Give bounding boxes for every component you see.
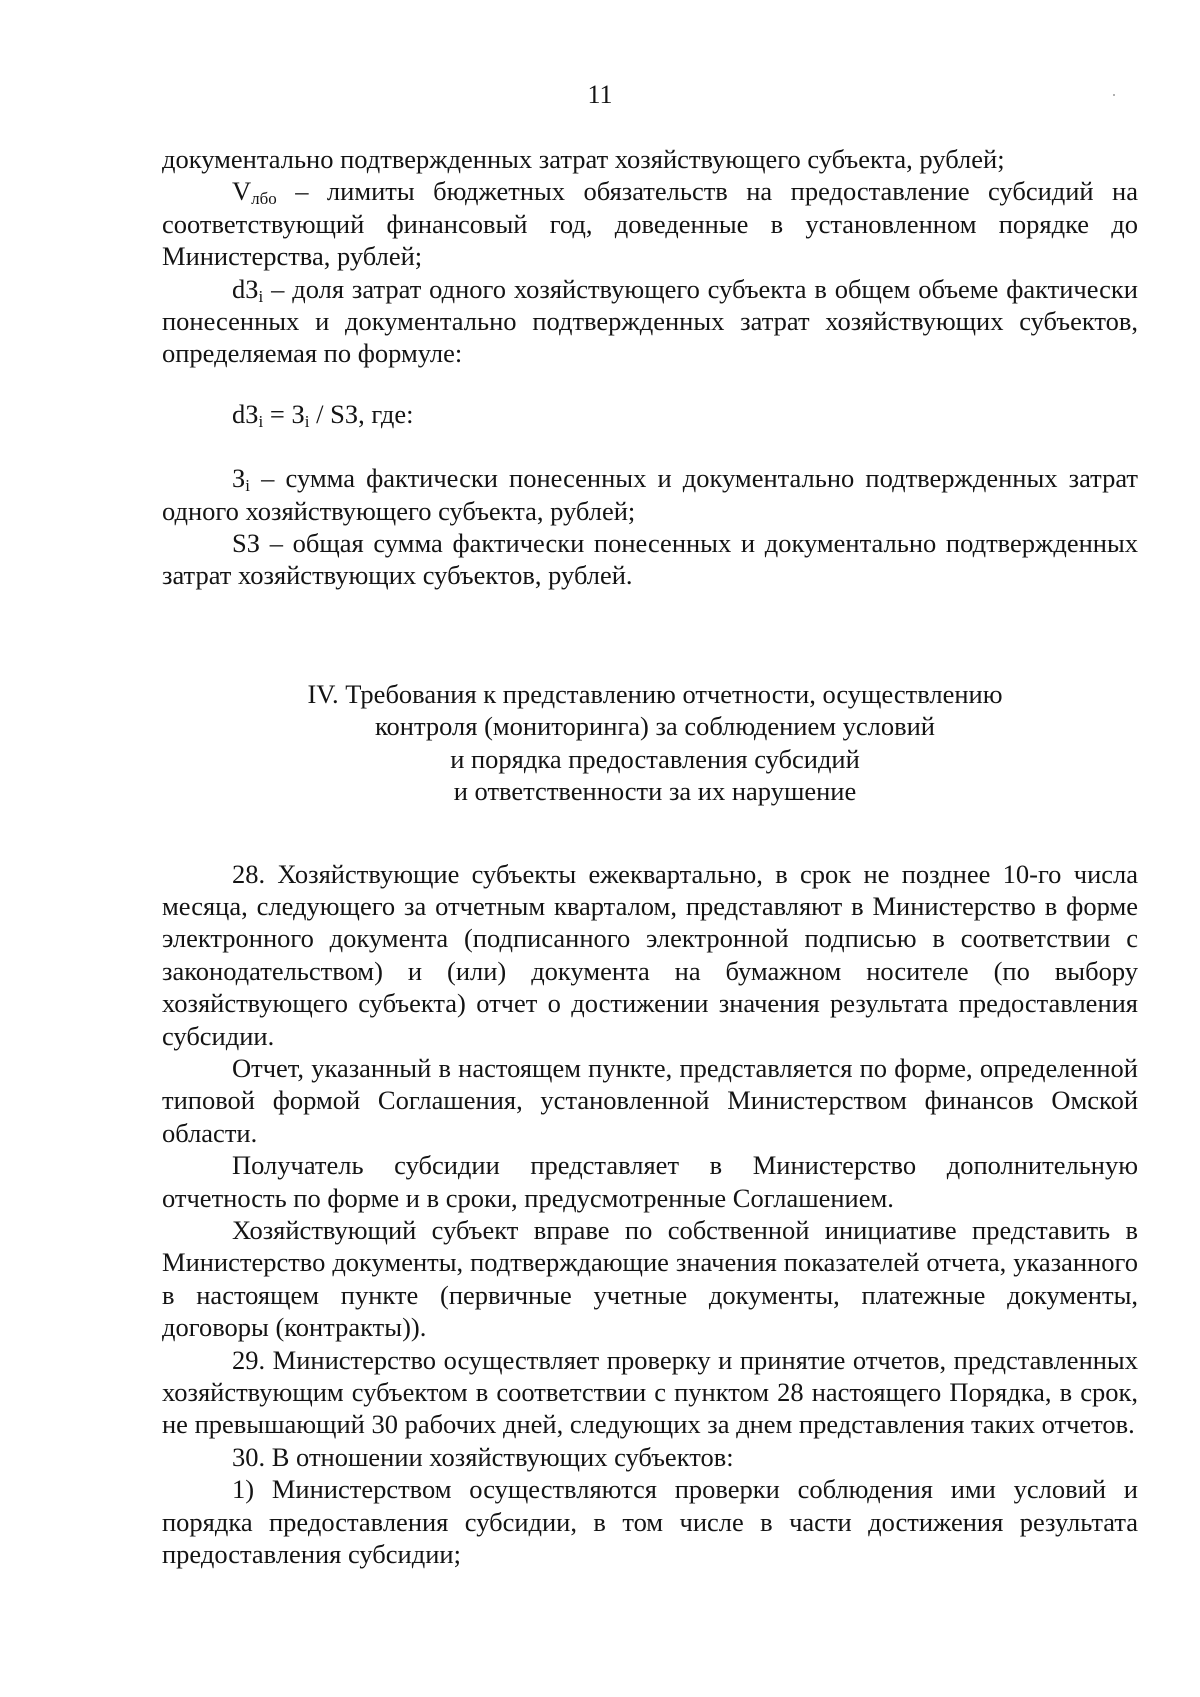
formula-symbol: dЗ	[232, 273, 259, 304]
paragraph-v-limits: $V_{лбо}$ – лимиты бюджетных обязательств на предоставление субсидий на соответствующий финансовый год, доведенные в установленном порядке до Министерства, рублей;	[162, 176, 1138, 272]
document-body	[162, 143, 1138, 1570]
paragraph-voluntary-docs: Хозяйствующий субъект вправе по собственной инициативе представить в Министерство документы, подтверждающие значения показателей отчета, указанного в настоящем пункте (первичные учетные документы, платежные документы, договоры (контракты)).	[162, 1214, 1138, 1343]
section-heading-line: и ответственности за их нарушение	[453, 776, 857, 807]
section-heading	[162, 678, 1138, 808]
paragraph-cost-share: $dЗ_i$ – доля затрат одного хозяйствующего субъекта в общем объеме фактически понесенных и документально подтвержденных затрат хозяйствующих субъектов, определяемая по формуле:	[162, 273, 1138, 369]
page-number: 11	[587, 80, 613, 109]
section-heading-line: IV. Требования к представлению отчетности, осуществлению	[307, 678, 1003, 709]
formula-subscript: лбо	[251, 189, 277, 209]
paragraph-additional-reporting: Получатель субсидии представляет в Министерство дополнительную отчетность по форме и в сроки, предусмотренные Соглашением.	[162, 1150, 1138, 1213]
paragraph-definition-sz: SЗ – общая сумма фактически понесенных и документально подтвержденных затрат хозяйствующих субъектов, рублей.	[162, 528, 1138, 591]
paragraph-continuation: документально подтвержденных затрат хозяйствующего субъекта, рублей;	[162, 144, 1005, 174]
paragraph-item-30: 30. В отношении хозяйствующих субъектов:	[232, 1441, 734, 1472]
formula-symbol: V	[232, 176, 252, 207]
section-heading-line: и порядка предоставления субсидий	[450, 743, 860, 774]
paragraph-item-28: 28. Хозяйствующие субъекты ежеквартально, в срок не позднее 10-го числа месяца, следующего за отчетным кварталом, представляют в Министерство в форме электронного документа (подписанного электронной подписью в соответствии с законодательством) и (или) документа на бумажном носителе (по выбору хозяйствующего субъекта) отчет о достижении значения результата предоставления субсидии.	[162, 858, 1138, 1051]
paragraph-report-form: Отчет, указанный в настоящем пункте, представляется по форме, определенной типовой формой Соглашения, установленной Министерством финансов Омской области.	[162, 1052, 1138, 1148]
paragraph-item-30-1: 1) Министерством осуществляются проверки соблюдения ими условий и порядка предоставления субсидии, в том числе в части достижения результата предоставления субсидии;	[162, 1474, 1138, 1570]
scan-speck	[1113, 94, 1115, 96]
paragraph-item-29: 29. Министерство осуществляет проверку и принятие отчетов, представленных хозяйствующим субъектом в соответствии с пунктом 28 настоящего Порядка, в срок, не превышающий 30 рабочих дней, следующих за днем представления таких отчетов.	[162, 1344, 1138, 1440]
paragraph-definition-zi: $З_i$ – сумма фактически понесенных и документально подтвержденных затрат одного хозяйствующего субъекта, рублей;	[162, 463, 1138, 526]
formula-subscript: i	[258, 286, 264, 306]
section-heading-line: контроля (мониторинга) за соблюдением условий	[375, 711, 935, 742]
formula-subscript: i	[245, 476, 251, 496]
formula-symbol: SЗ	[232, 528, 261, 559]
formula: $dЗ_i = З_i$ / SЗ, где:	[232, 398, 414, 431]
formula-symbol: З	[232, 463, 246, 494]
